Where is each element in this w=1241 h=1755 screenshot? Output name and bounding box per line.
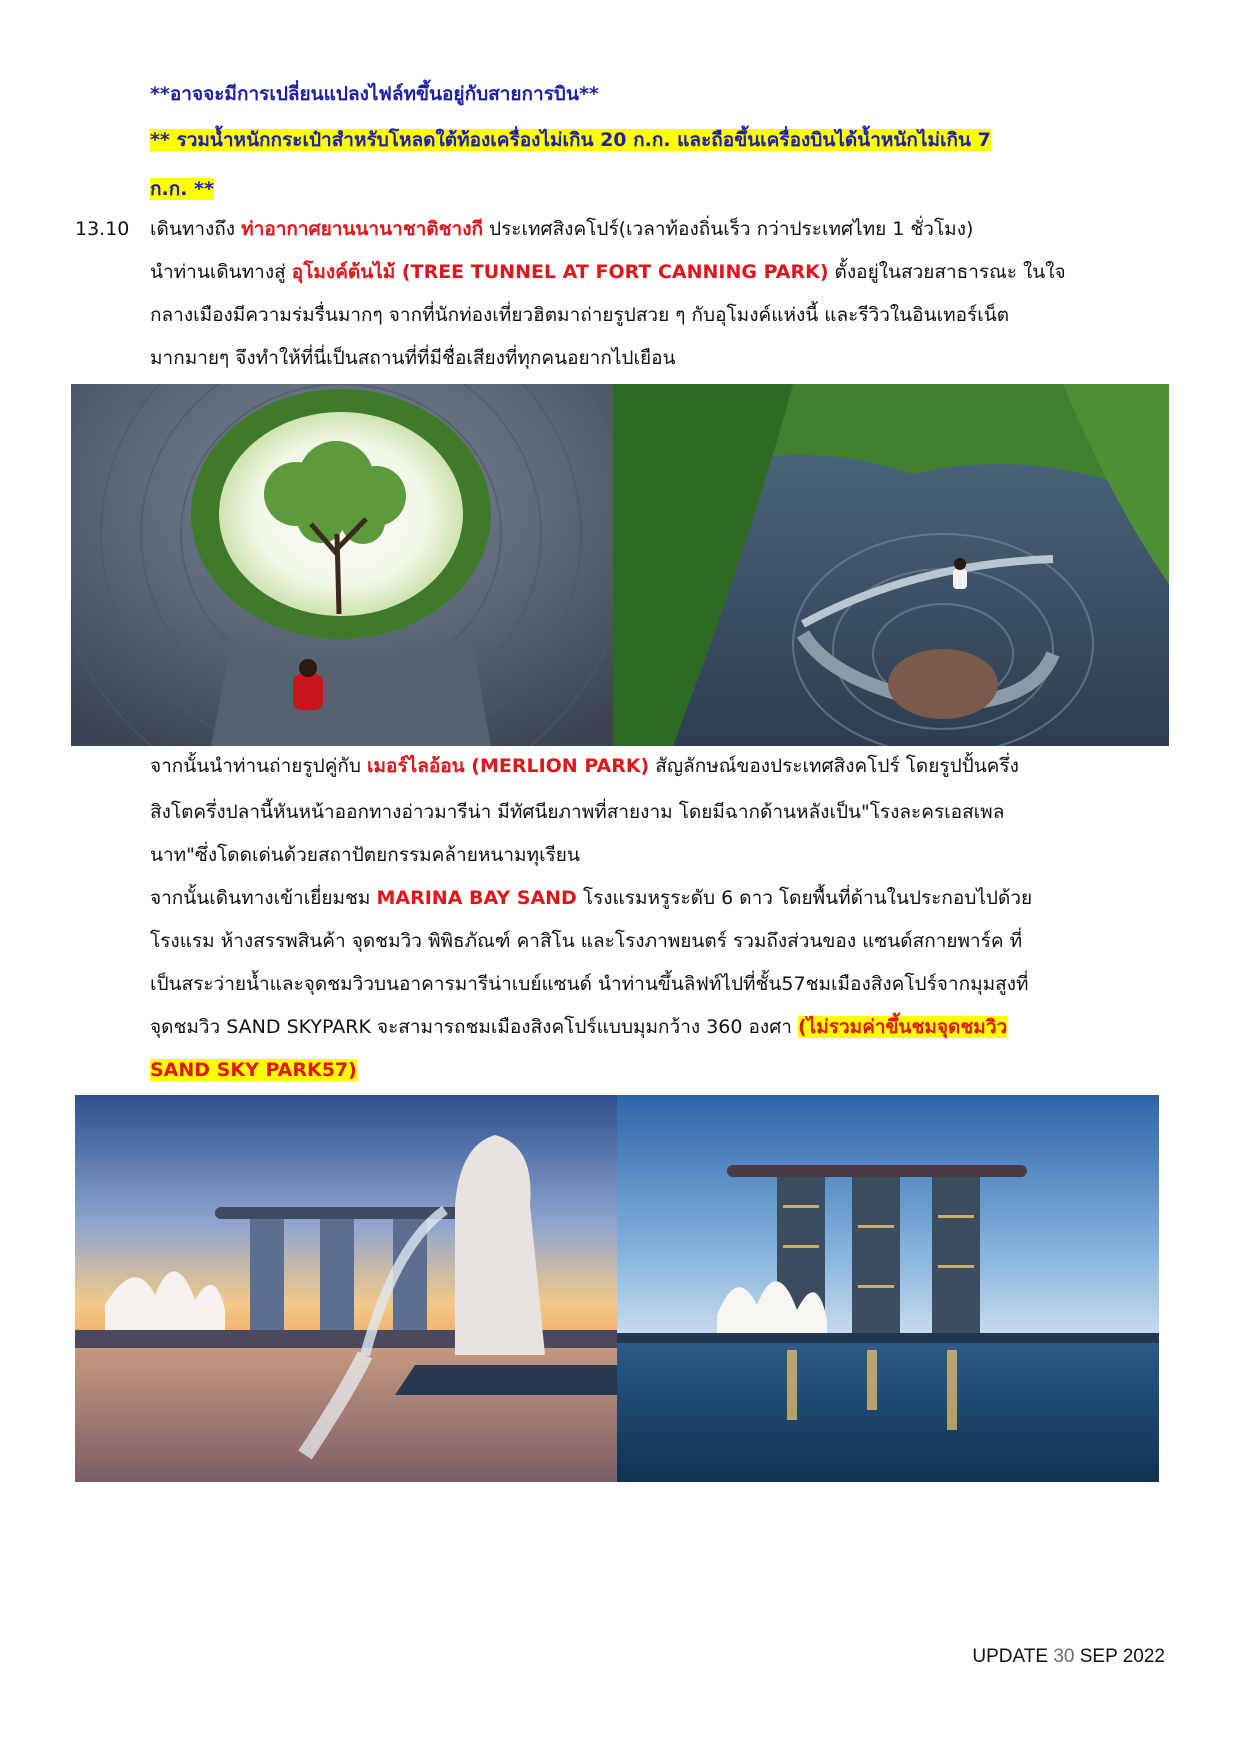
- baggage-note-line1: [150, 125, 991, 155]
- tree-tunnel-line3: มากมายๆ จึงทำให้ที่นี่เป็นสถานที่ที่มีชื่อเสียงที่ทุกคนอยากไปเยือน: [150, 347, 676, 369]
- tree-tunnel-photo-2: [613, 384, 1169, 746]
- baggage-note-line2: [150, 174, 214, 204]
- marina-line4: [150, 1012, 1007, 1042]
- footer-day: 30: [1053, 1646, 1075, 1667]
- update-footer: [972, 1646, 1165, 1668]
- baggage-note-highlight-2: ก.ก. **: [150, 178, 214, 200]
- marina-line4-pre: จุดชมวิว SAND SKYPARK จะสามารถชมเมืองสิงคโปร์แบบมุมกว้าง 360 องศา: [150, 1016, 798, 1038]
- marina-bay-sands-photo: [617, 1095, 1159, 1482]
- airport-name: ท่าอากาศยานนานาชาติชางกี: [241, 218, 483, 240]
- merlion-line1: [150, 751, 1019, 781]
- arrival-line: [150, 214, 973, 244]
- merlion-pre: จากนั้นนำท่านถ่ายรูปคู่กับ: [150, 755, 368, 777]
- merlion-name: เมอร์ไลอ้อน (MERLION PARK): [367, 755, 650, 777]
- arrival-time: 13.10: [75, 218, 130, 240]
- arrival-pre: เดินทางถึง: [150, 218, 242, 240]
- tree-tunnel-line2: กลางเมืองมีความร่มรื่นมากๆ จากที่นักท่องเที่ยวฮิตมาถ่ายรูปสวย ๆ กับอุโมงค์แห่งนี้ และรีวิวในอินเทอร์เน็ต: [150, 304, 1010, 326]
- tree-tunnel-post: ตั้งอยู่ในสวยสาธารณะ ในใจ: [828, 261, 1066, 283]
- tree-tunnel-line1: [150, 257, 1066, 287]
- merlion-marina-photo: [75, 1095, 617, 1482]
- skypark-fee-note: (ไม่รวมค่าขึ้นชมจุดชมวิว: [797, 1016, 1008, 1038]
- marina-post: โรงแรมหรูระดับ 6 ดาว โดยพื้นที่ด้านในประกอบไปด้วย: [576, 887, 1033, 909]
- merlion-line2: สิงโตครึ่งปลานี้หันหน้าออกทางอ่าวมารีน่า มีทัศนียภาพที่สายงาม โดยมีฉากด้านหลังเป็น"โรงละครเอสเพล: [150, 801, 1005, 823]
- tree-tunnel-name: อุโมงค์ต้นไม้ (TREE TUNNEL AT FORT CANNING PARK): [291, 261, 829, 283]
- baggage-note-highlight: ** รวมน้ำหนักกระเป๋าสำหรับโหลดใต้ท้องเครื่องไม่เกิน 20 ก.ก. และถือขึ้นเครื่องบินได้น้ำหนักไม่เกิน 7: [150, 129, 991, 151]
- marina-line3: เป็นสระว่ายน้ำและจุดชมวิวบนอาคารมารีน่าเบย์แซนด์ นำท่านขึ้นลิฟท์ไปที่ชั้น57ชมเมืองสิงคโปร์จากมุมสูงที่: [150, 973, 1029, 995]
- footer-pre: UPDATE: [972, 1646, 1054, 1667]
- merlion-post: สัญลักษณ์ของประเทศสิงคโปร์ โดยรูปปั้นครึ่ง: [649, 755, 1019, 777]
- skypark-fee-note-2: SAND SKY PARK57): [150, 1059, 357, 1081]
- footer-post: SEP 2022: [1074, 1646, 1165, 1667]
- marina-line1: [150, 883, 1032, 913]
- marina-line5: [150, 1055, 357, 1085]
- tree-tunnel-pre: นำท่านเดินทางสู่: [150, 261, 292, 283]
- marina-pre: จากนั้นเดินทางเข้าเยี่ยมชม: [150, 887, 377, 909]
- marina-name: MARINA BAY SAND: [376, 887, 577, 909]
- marina-line2: โรงแรม ห้างสรรพสินค้า จุดชมวิว พิพิธภัณฑ์ คาสิโน และโรงภาพยนตร์ รวมถึงส่วนของ แซนด์สกายพาร์ค ที่: [150, 930, 1023, 952]
- merlion-line3: นาท"ซึ่งโดดเด่นด้วยสถาปัตยกรรมคล้ายหนามทุเรียน: [150, 844, 580, 866]
- arrival-post: ประเทศสิงคโปร์(เวลาท้องถิ่นเร็ว กว่าประเทศไทย 1 ชั่วโมง): [483, 218, 974, 240]
- tree-tunnel-photo-1: [71, 384, 613, 746]
- flight-change-note: **อาจจะมีการเปลี่ยนแปลงไฟล์ทขึ้นอยู่กับสายการบิน**: [150, 83, 599, 105]
